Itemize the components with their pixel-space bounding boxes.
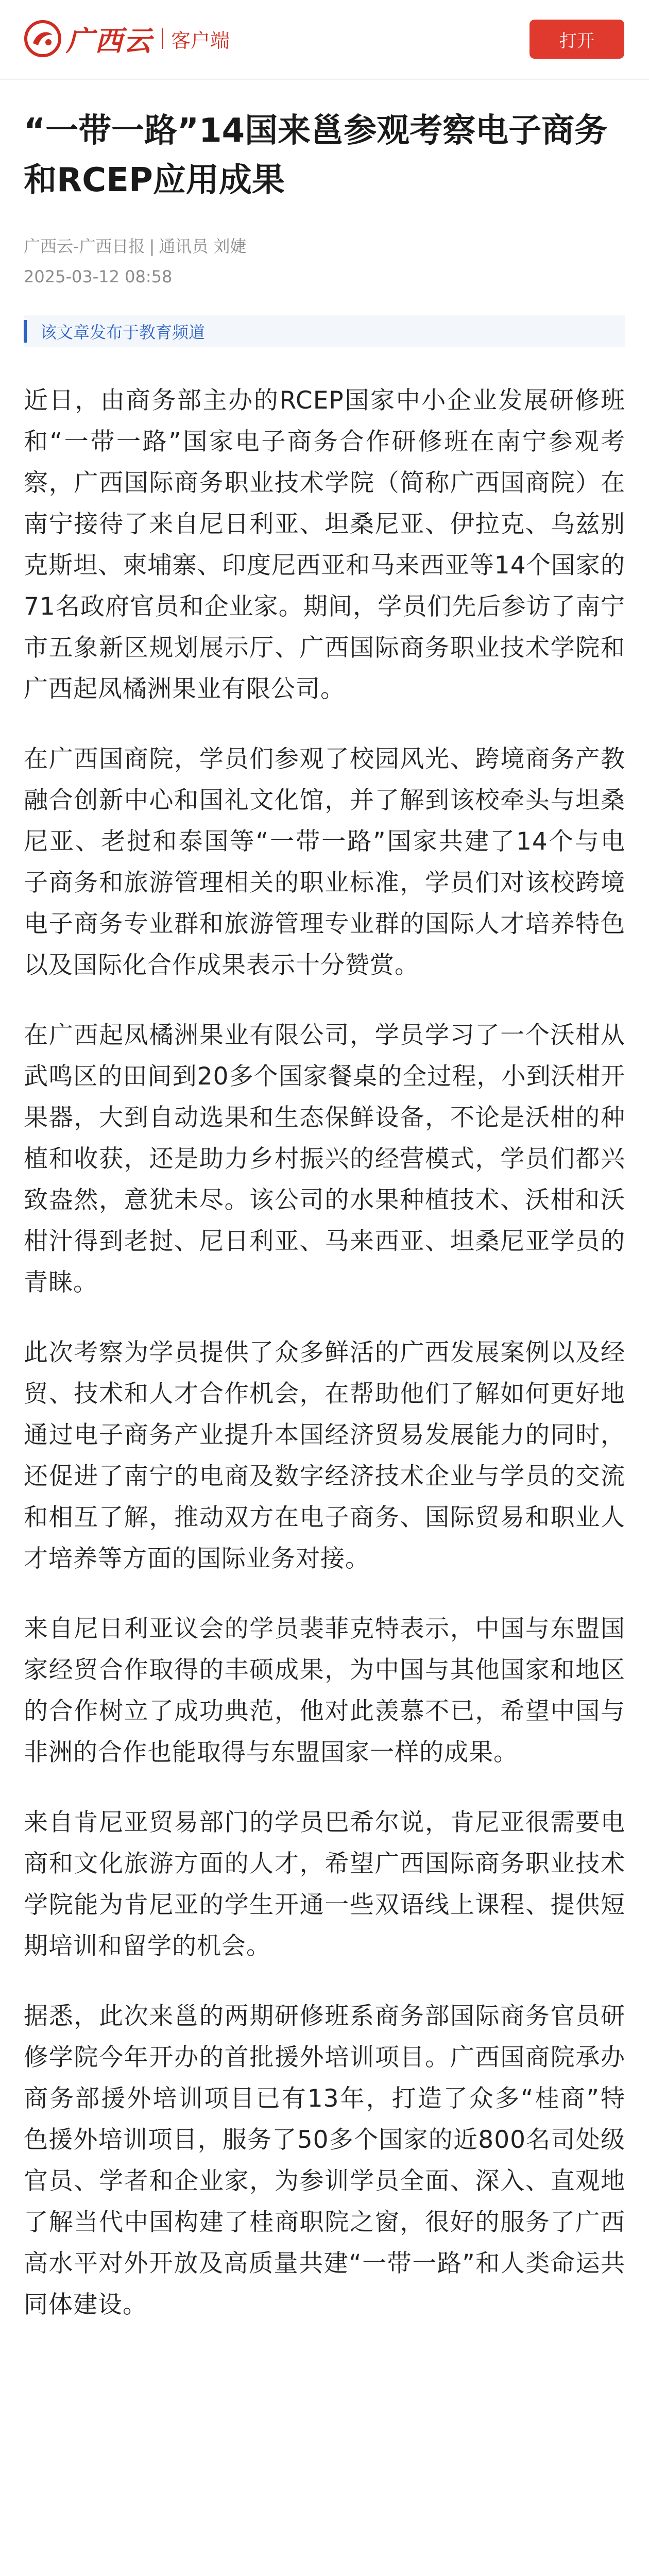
guangxiyun-logo-icon xyxy=(24,20,62,58)
article-paragraph: 近日，由商务部主办的RCEP国家中小企业发展研修班和“一带一路”国家电子商务合作研修班在南宁参观考察，广西国际商务职业技术学院（简称广西国商院）在南宁接待了来自尼日利亚、坦桑尼亚、伊拉克、乌兹别克斯坦、柬埔寨、印度尼西亚和马来西亚等14个国家的71名政府官员和企业家。期间，学员们先后参访了南宁市五象新区规划展示厅、广西国际商务职业技术学院和广西起凤橘洲果业有限公司。 xyxy=(24,386,625,703)
app-header xyxy=(0,0,649,80)
channel-notice-text: 该文章发布于教育频道 xyxy=(40,323,206,342)
article-body xyxy=(24,380,625,2354)
client-label: 客户端 xyxy=(171,29,230,52)
open-app-button[interactable]: 打开 xyxy=(530,20,624,59)
article-paragraph: 来自肯尼亚贸易部门的学员巴希尔说，肯尼亚很需要电商和文化旅游方面的人才，希望广西国际商务职业技术学院能为肯尼亚的学生开通一些双语线上课程、提供短期培训和留学的机会。 xyxy=(24,1808,625,1960)
logo-divider xyxy=(162,28,163,49)
article-source-line xyxy=(24,233,247,257)
guangxiyun-logo[interactable] xyxy=(24,20,230,58)
logo-text: 广西云 xyxy=(66,24,152,57)
article-paragraph: 在广西国商院，学员们参观了校园风光、跨境商务产教融合创新中心和国礼文化馆，并了解到该校牵头与坦桑尼亚、老挝和泰国等“一带一路”国家共建了14个与电子商务和旅游管理相关的职业标准，学员们对该校跨境电子商务专业群和旅游管理专业群的国际人才培养特色以及国际化合作成果表示十分赞赏。 xyxy=(24,745,625,979)
article-source: 广西云-广西日报 xyxy=(24,236,145,256)
article-paragraph: 据悉，此次来邕的两期研修班系商务部国际商务官员研修学院今年开办的首批援外培训项目。广西国商院承办商务部援外培训项目已有13年，打造了众多“桂商”特色援外培训项目，服务了50多个国家的近800名司处级官员、学者和企业家，为参训学员全面、深入、直观地了解当代中国构建了桂商职院之窗，很好的服务了广西高水平对外开放及高质量共建“一带一路”和人类命运共同体建设。 xyxy=(24,2002,625,2319)
article-title: “一带一路”14国来邕参观考察电子商务和RCEP应用成果 xyxy=(24,112,608,199)
article-reporter: 通讯员 刘婕 xyxy=(159,236,247,256)
channel-notice[interactable] xyxy=(24,315,625,347)
channel-accent-bar xyxy=(24,320,27,343)
article-datetime: 2025-03-12 08:58 xyxy=(24,267,173,286)
meta-divider: | xyxy=(149,236,155,256)
article-paragraph: 此次考察为学员提供了众多鲜活的广西发展案例以及经贸、技术和人才合作机会，在帮助他们了解如何更好地通过电子商务产业提升本国经济贸易发展能力的同时，还促进了南宁的电商及数字经济技术企业与学员的交流和相互了解，推动双方在电子商务、国际贸易和职业人才培养等方面的国际业务对接。 xyxy=(24,1338,625,1573)
article-paragraph: 来自尼日利亚议会的学员裴菲克特表示，中国与东盟国家经贸合作取得的丰硕成果，为中国与其他国家和地区的合作树立了成功典范，他对此羡慕不已，希望中国与非洲的合作也能取得与东盟国家一样的成果。 xyxy=(24,1615,625,1767)
article-paragraph: 在广西起凤橘洲果业有限公司，学员学习了一个沃柑从武鸣区的田间到20多个国家餐桌的全过程，小到沃柑开果器，大到自动选果和生态保鲜设备，不论是沃柑的种植和收获，还是助力乡村振兴的经营模式，学员们都兴致盎然，意犹未尽。该公司的水果种植技术、沃柑和沃柑汁得到老挝、尼日利亚、马来西亚、坦桑尼亚学员的青睐。 xyxy=(24,1021,625,1297)
